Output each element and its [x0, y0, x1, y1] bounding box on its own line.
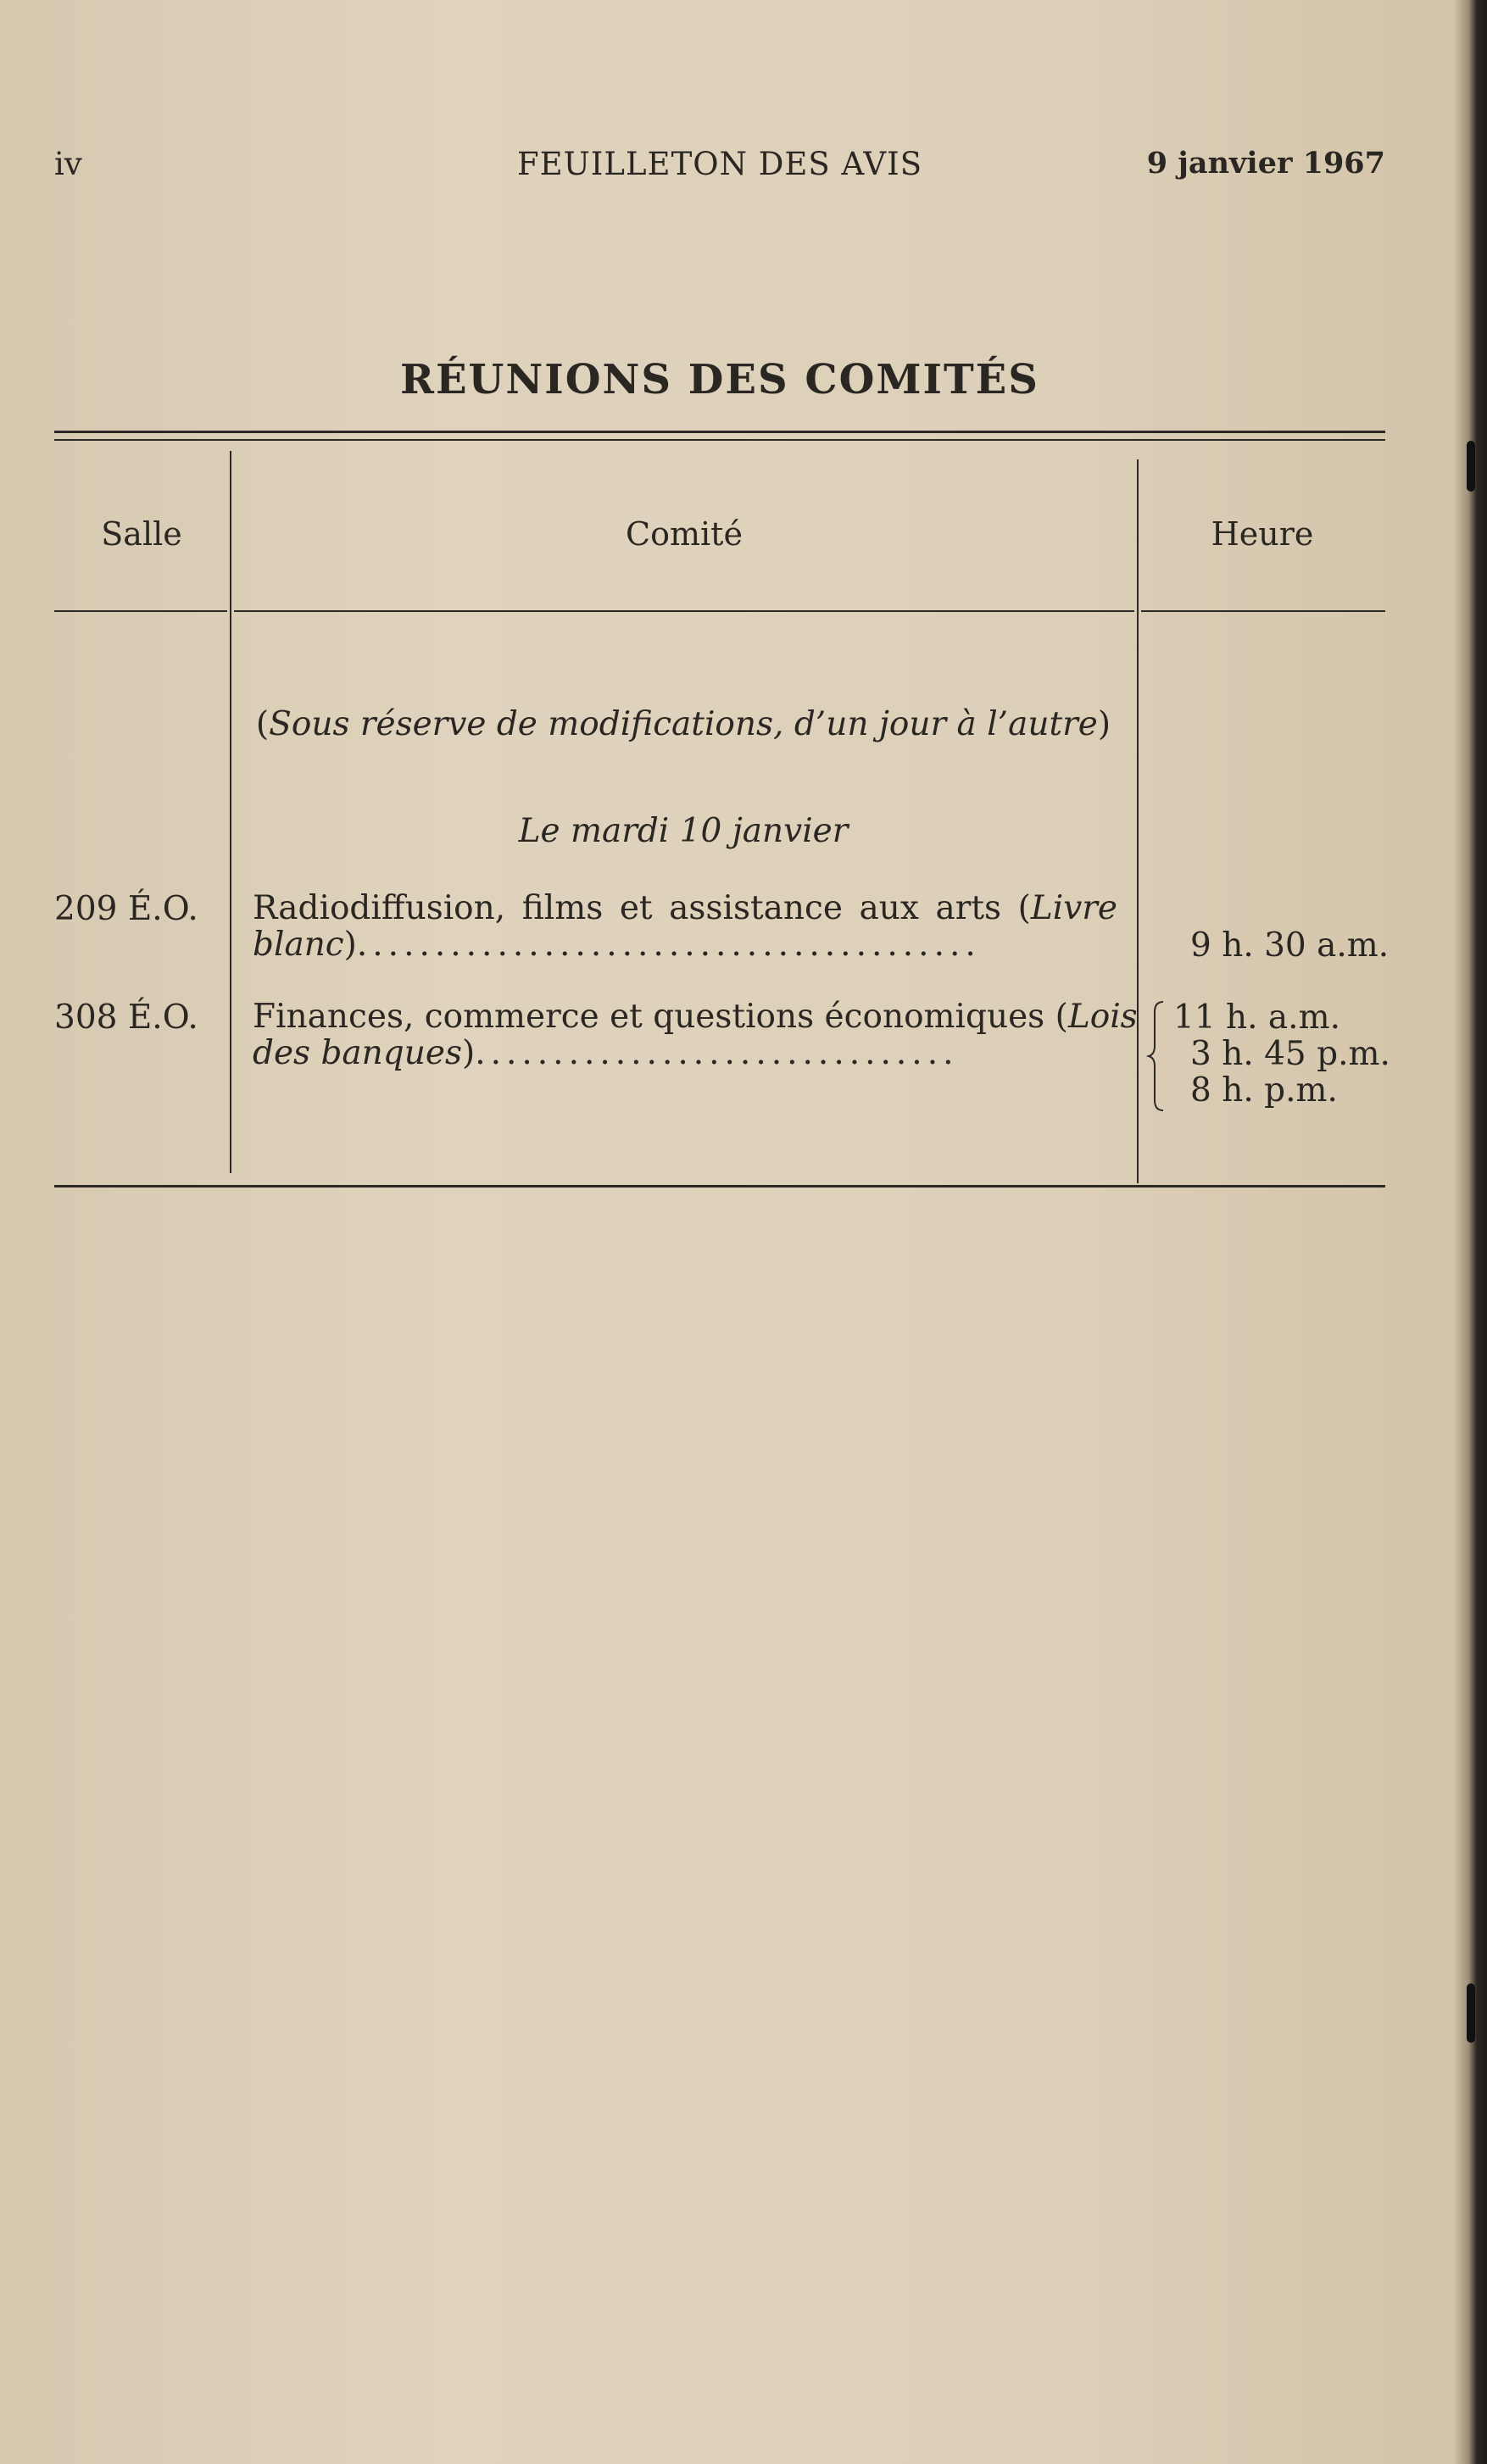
schedule-note [231, 705, 1136, 743]
note-paren-open: ( [255, 705, 270, 743]
committee-text: ) [461, 1035, 476, 1071]
page-title: RÉUNIONS DES COMITÉS [400, 356, 1039, 403]
room-cell: 209 É.O. [54, 890, 198, 928]
title-rule-bottom [54, 439, 1385, 441]
committee-line-2 [253, 1035, 1117, 1071]
committee-cell [253, 998, 1138, 1071]
committee-text-italic: blanc [253, 926, 344, 963]
binding-mark-top [1467, 441, 1475, 492]
publication-title: FEUILLETON DES AVIS [516, 146, 923, 182]
note-paren-close: ) [1097, 705, 1111, 743]
column-header-committee: Comité [626, 515, 743, 553]
committee-text-italic: Livre [1030, 889, 1117, 927]
time-cell: 3 h. 45 p.m. [1190, 1035, 1390, 1073]
column-header-time: Heure [1211, 515, 1314, 553]
note-text: Sous réserve de modifications, d’un jour à l’autre [269, 705, 1098, 743]
committee-line-1 [253, 890, 1117, 926]
committee-text: Finances, commerce et questions économiques ( [253, 998, 1068, 1036]
time-cell: 11 h. a.m. [1173, 998, 1340, 1037]
day-heading: Le mardi 10 janvier [518, 812, 849, 850]
title-rule-top [54, 431, 1385, 433]
issue-date: 9 janvier 1967 [1146, 146, 1385, 181]
committee-text-italic: des banques [253, 1035, 462, 1071]
time-brace [1146, 998, 1167, 1114]
binding-mark-bottom [1467, 1983, 1475, 2043]
committee-cell [253, 890, 1117, 963]
column-header-room: Salle [101, 515, 182, 553]
committee-line-1 [253, 998, 1138, 1036]
committee-line-2 [253, 926, 1117, 963]
running-head [54, 146, 1385, 188]
leader-dots: ........................................ [356, 926, 981, 963]
leader-dots: ............................... [475, 1035, 959, 1071]
table-bottom-rule [54, 1185, 1385, 1188]
time-cell: 8 h. p.m. [1190, 1071, 1338, 1110]
column-divider-time [1137, 459, 1139, 1183]
committee-text: ) [343, 926, 357, 963]
room-cell: 308 É.O. [54, 998, 198, 1037]
committee-text: Radiodiffusion, films et assistance aux arts ( [253, 889, 1031, 927]
committee-text-italic: Lois [1067, 998, 1138, 1036]
header-rule-room [54, 610, 227, 612]
header-rule-time [1141, 610, 1385, 612]
page-number: iv [54, 146, 82, 182]
binding-shadow [1453, 0, 1487, 2464]
header-rule-committee [234, 610, 1134, 612]
time-cell: 9 h. 30 a.m. [1190, 926, 1390, 965]
